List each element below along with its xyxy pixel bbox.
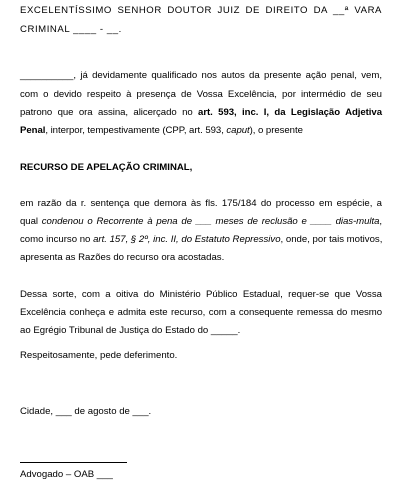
body1-line-2-text: qual <box>20 216 42 227</box>
body1-line-3-end: , onde, por tais motivos, <box>280 234 383 245</box>
statute-italic: art. 157, § 2º, inc. II, do Estatuto Repressivo <box>93 234 281 245</box>
body2-line-1: Dessa sorte, com a oitiva do Ministério Público Estadual, requer-se que Vossa <box>20 289 382 300</box>
appeal-title: RECURSO DE APELAÇÃO CRIMINAL, <box>20 162 193 173</box>
legal-citation-bold-end: Penal <box>20 125 46 136</box>
intro-line-3 <box>20 106 382 120</box>
body1-line-2 <box>20 215 382 229</box>
body1-line-2-comma: , <box>379 216 382 227</box>
body1-line-4: apresenta as Razões do recurso ora acostadas. <box>20 252 225 263</box>
intro-line-4-text: , interpor, tempestivamente (CPP, art. 593, <box>45 125 227 136</box>
intro-line-2: com o devido respeito à presença de Vossa Excelência, por intermédio de seu <box>20 89 382 100</box>
body2-line-2: Excelência conheça e admita este recurso, com a consequente remessa do mesmo <box>20 307 382 318</box>
body1-line-3 <box>20 233 382 247</box>
intro-line-1: __________, já devidamente qualificado nos autos da presente ação penal, vem, <box>20 70 382 81</box>
legal-citation-bold: art. 593, inc. I, da Legislação Adjetiva <box>198 107 382 118</box>
signature-line <box>20 462 127 463</box>
intro-line-4 <box>20 124 382 138</box>
body1-line-3-text: como incurso no <box>20 234 94 245</box>
intro-line-4-end: ), o presente <box>249 125 303 136</box>
petition-document <box>20 0 382 500</box>
addressee-header-line-1: EXCELENTÍSSIMO SENHOR DOUTOR JUIZ DE DIREITO DA __ª VARA <box>20 5 382 16</box>
body2-line-3: ao Egrégio Tribunal de Justiça do Estado do _____. <box>20 325 241 336</box>
sentence-italic: condenou o Recorrente à pena de ___ meses de reclusão e ____ dias-multa <box>41 216 380 227</box>
body1-line-1: em razão da r. sentença que demora às fls. 175/184 do processo em espécie, a <box>20 198 382 209</box>
caput-italic: caput <box>226 125 250 136</box>
date-line: Cidade, ___ de agosto de ___. <box>20 406 152 417</box>
intro-line-3-text: patrono que ora assina, alicerçado no <box>20 107 199 118</box>
signature-label: Advogado – OAB ___ <box>20 469 113 480</box>
addressee-header-line-2: CRIMINAL ____ - __. <box>20 24 122 35</box>
closing-request: Respeitosamente, pede deferimento. <box>20 350 178 361</box>
